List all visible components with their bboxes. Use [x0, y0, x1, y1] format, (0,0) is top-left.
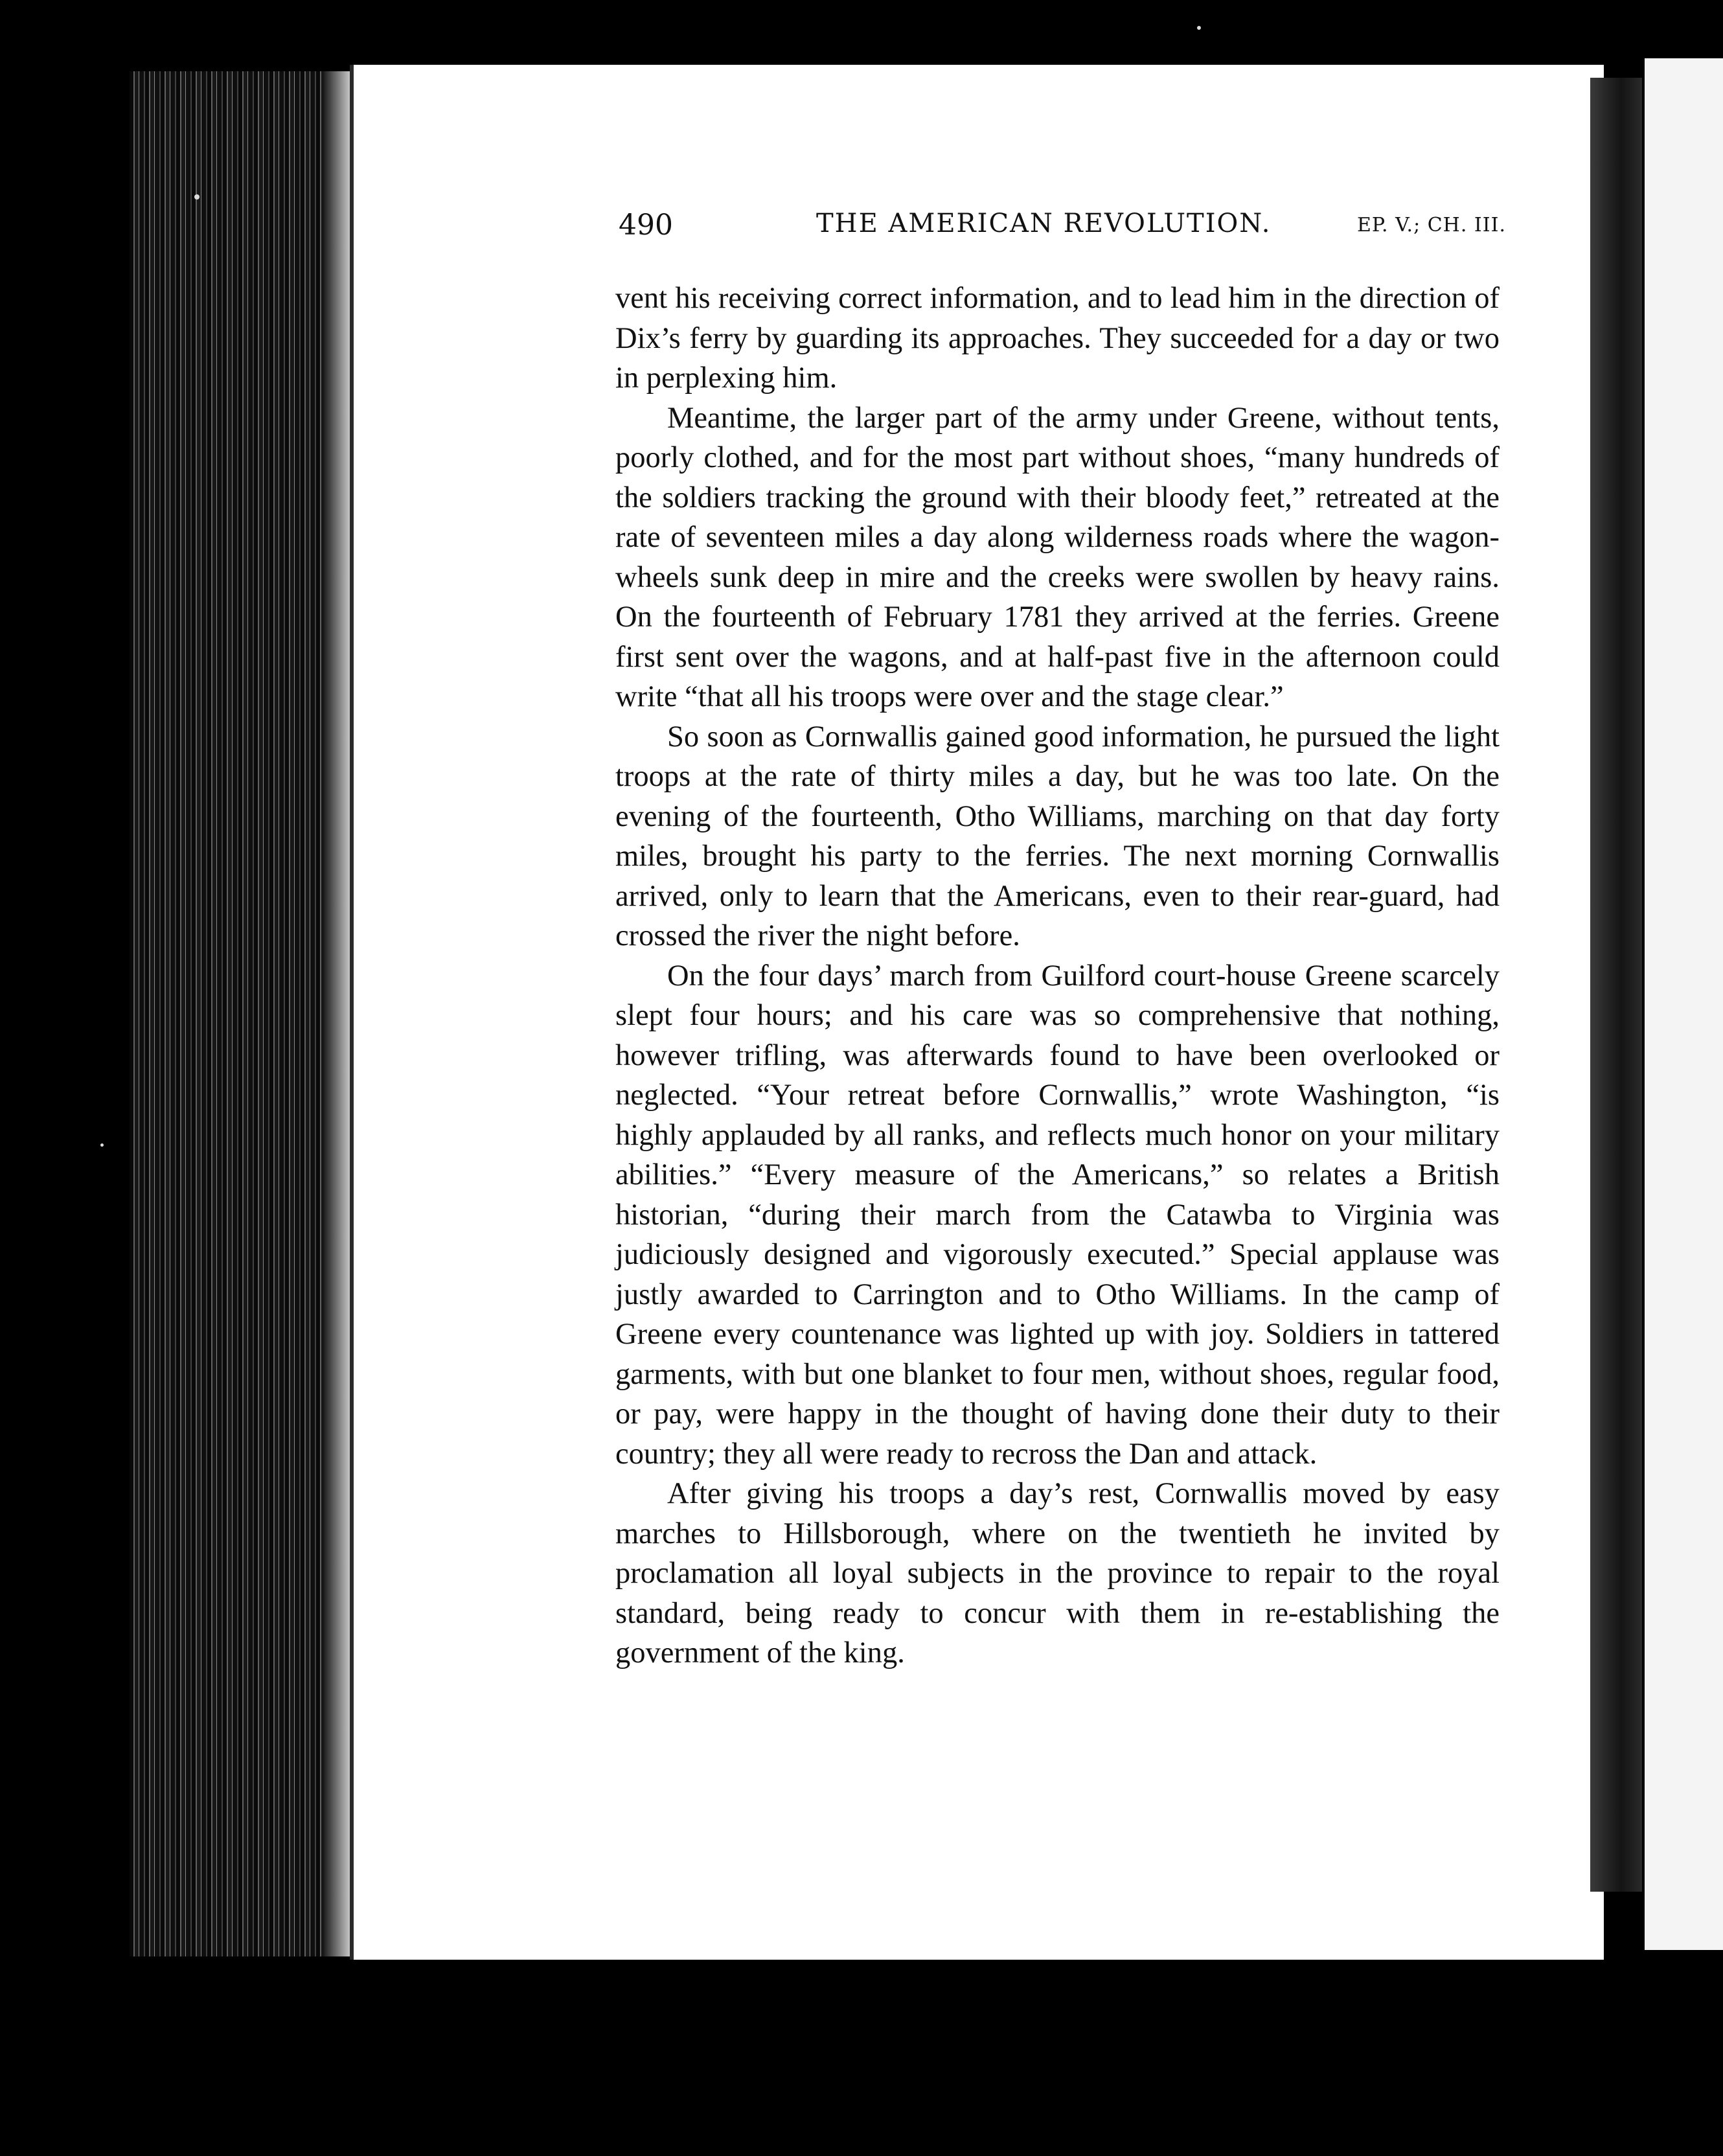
book-page-edges — [130, 71, 350, 1956]
paragraph: After giving his troops a day’s rest, Cornwallis moved by easy marches to Hillsborough, where on the twentieth he invited by proclamation all loyal subjects in the province to repair to the royal standard, being ready to concur with them in re-establishing the government of the king. — [615, 1477, 1500, 1669]
facing-page-edge — [1642, 58, 1723, 1950]
running-title: THE AMERICAN REVOLUTION. — [816, 209, 1272, 238]
paragraph: vent his receiving correct information, and to lead him in the direction of Dix’s ferry by guarding its approaches. They succeeded for a day or two in perplexing him. — [615, 282, 1500, 395]
scan-speck — [100, 1143, 104, 1147]
scan-speck — [194, 194, 200, 200]
page-number: 490 — [619, 209, 673, 242]
chapter-reference: EP. V.; CH. III. — [1357, 214, 1506, 236]
book-gutter — [1590, 78, 1642, 1892]
paragraph: On the four days’ march from Guilford court-house Greene scarcely slept four hours; and his care was so comprehensive that nothing, however trifling, was afterwards found to have been overlooked or neglected. “Your retreat before Cornwallis,” wrote Washington, “is highly applauded by all ranks, and reflects much honor on your military abilities.” “Every measure of the Americans,” so relates a British historian, “during their march from the Catawba to Virginia was judiciously designed and vigorously executed.” Special applause was justly awarded to Carrington and to Otho Williams. In the camp of Greene every countenance was lighted up with joy. Soldiers in tattered garments, with but one blanket to four men, without shoes, regular food, or pay, were happy in the thought of having done their duty to their country; they all were ready to recross the Dan and attack. — [615, 959, 1500, 1471]
running-header — [619, 209, 1506, 247]
paragraph: So soon as Cornwallis gained good information, he pursued the light troops at the rate of thirty miles a day, but he was too late. On the evening of the fourteenth, Otho Williams, marching on that day forty miles, brought his party to the ferries. The next morning Cornwallis arrived, only to learn that the Americans, even to their rear-guard, had crossed the river the night before. — [615, 720, 1500, 952]
paragraph: Meantime, the larger part of the army under Greene, without tents, poorly clothed, and for the most part without shoes, “many hundreds of the soldiers tracking the ground with their bloody feet,” retreated at the rate of seventeen miles a day along wilderness roads where the wagon-wheels sunk deep in mire and the creeks were swollen by heavy rains. On the fourteenth of February 1781 they arrived at the ferries. Greene first sent over the wagons, and at half-past five in the afternoon could write “that all his troops were over and the stage clear.” — [615, 401, 1500, 713]
body-text — [615, 279, 1500, 1673]
scan-speck — [1197, 26, 1201, 30]
